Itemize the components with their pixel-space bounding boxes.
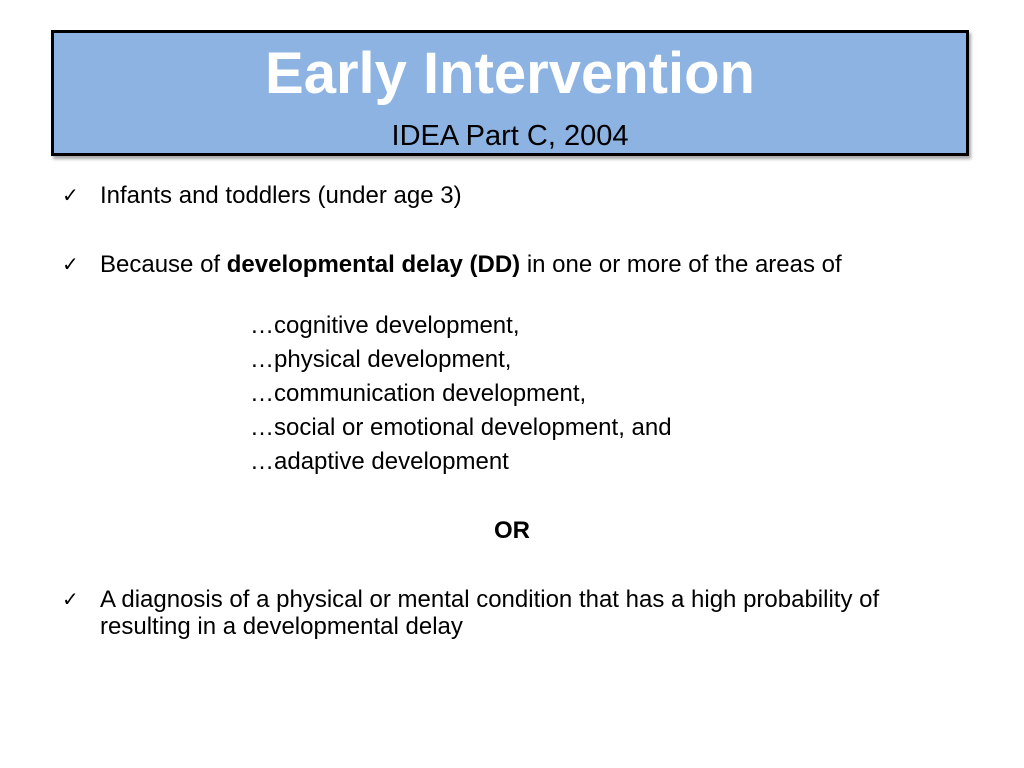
slide-subtitle: IDEA Part C, 2004: [391, 120, 629, 152]
checkmark-icon: ✓: [62, 183, 79, 207]
area-communication: …communication development,: [250, 380, 587, 407]
bullet-delay-term: developmental delay (DD): [226, 251, 521, 278]
or-separator: OR: [494, 517, 530, 544]
title-banner: [51, 30, 969, 156]
checkmark-icon: ✓: [62, 252, 79, 276]
area-adaptive: …adaptive development: [250, 448, 509, 475]
bullet-diagnosis-text: A diagnosis of a physical or mental condition that has a high probability of resulting in a developmental delay: [100, 586, 880, 640]
bullet-delay-text: [100, 251, 960, 278]
area-social-emotional: …social or emotional development, and: [250, 414, 672, 441]
slide-title: Early Intervention: [265, 41, 755, 106]
bullet-delay-suffix: in one or more of the areas of: [520, 251, 842, 278]
area-cognitive: …cognitive development,: [250, 312, 520, 339]
bullet-delay-prefix: Because of: [100, 251, 227, 278]
bullet-age-text: Infants and toddlers (under age 3): [100, 182, 462, 209]
checkmark-icon: ✓: [62, 587, 79, 611]
area-physical: …physical development,: [250, 346, 512, 373]
